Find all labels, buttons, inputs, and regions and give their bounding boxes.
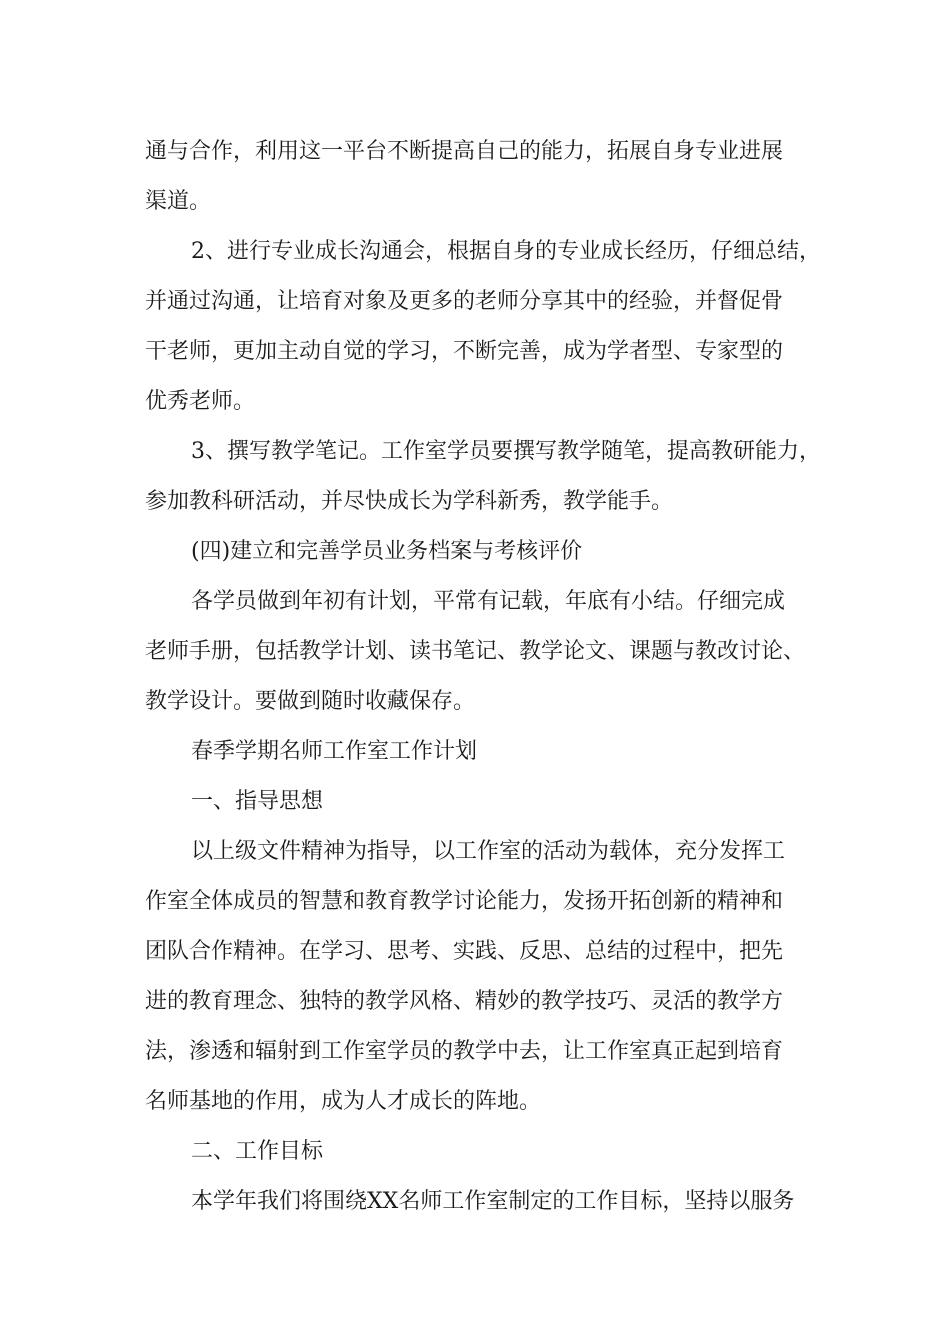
text-line: 进的教育理念、独特的教学风格、精妙的教学技巧、灵活的教学方 — [145, 989, 784, 1014]
text-line: 渠道。 — [145, 189, 212, 214]
text-line: 作室全体成员的智慧和教育教学讨论能力，发扬开拓创新的精神和 — [145, 889, 784, 914]
text-line: 2、进行专业成长沟通会，根据自身的专业成长经历，仔细总结， — [191, 239, 821, 264]
text-line: 通与合作，利用这一平台不断提高自己的能力，拓展自身专业进展 — [145, 139, 784, 164]
text-line: 老师手册，包括教学计划、读书笔记、教学论文、课题与教改讨论、 — [145, 639, 806, 664]
section-heading: 二、工作目标 — [191, 1139, 324, 1164]
text-line: 名师基地的作用，成为人才成长的阵地。 — [145, 1089, 542, 1114]
text-line: 以上级文件精神为指导，以工作室的活动为载体，充分发挥工 — [191, 839, 786, 864]
text-line: 各学员做到年初有计划，平常有记载，年底有小结。仔细完成 — [191, 589, 786, 614]
text-line: 法，渗透和辐射到工作室学员的教学中去，让工作室真正起到培育 — [145, 1039, 784, 1064]
text-line: 优秀老师。 — [145, 389, 256, 414]
text-line: 并通过沟通，让培育对象及更多的老师分享其中的经验，并督促骨 — [145, 289, 784, 314]
text-line: 参加教科研活动，并尽快成长为学科新秀，教学能手。 — [145, 489, 674, 514]
document-subtitle: 春季学期名师工作室工作计划 — [191, 739, 478, 764]
section-heading: 一、指导思想 — [191, 789, 324, 814]
text-line: 干老师，更加主动自觉的学习，不断完善，成为学者型、专家型的 — [145, 339, 784, 364]
text-line: 教学设计。要做到随时收藏保存。 — [145, 689, 476, 714]
text-line: 3、撰写教学笔记。工作室学员要撰写教学随笔，提高教研能力， — [191, 439, 821, 464]
text-line: 团队合作精神。在学习、思考、实践、反思、总结的过程中，把先 — [145, 939, 784, 964]
text-line: 本学年我们将围绕XX名师工作室制定的工作目标，坚持以服务 — [191, 1189, 795, 1214]
section-heading: (四)建立和完善学员业务档案与考核评价 — [191, 539, 583, 564]
